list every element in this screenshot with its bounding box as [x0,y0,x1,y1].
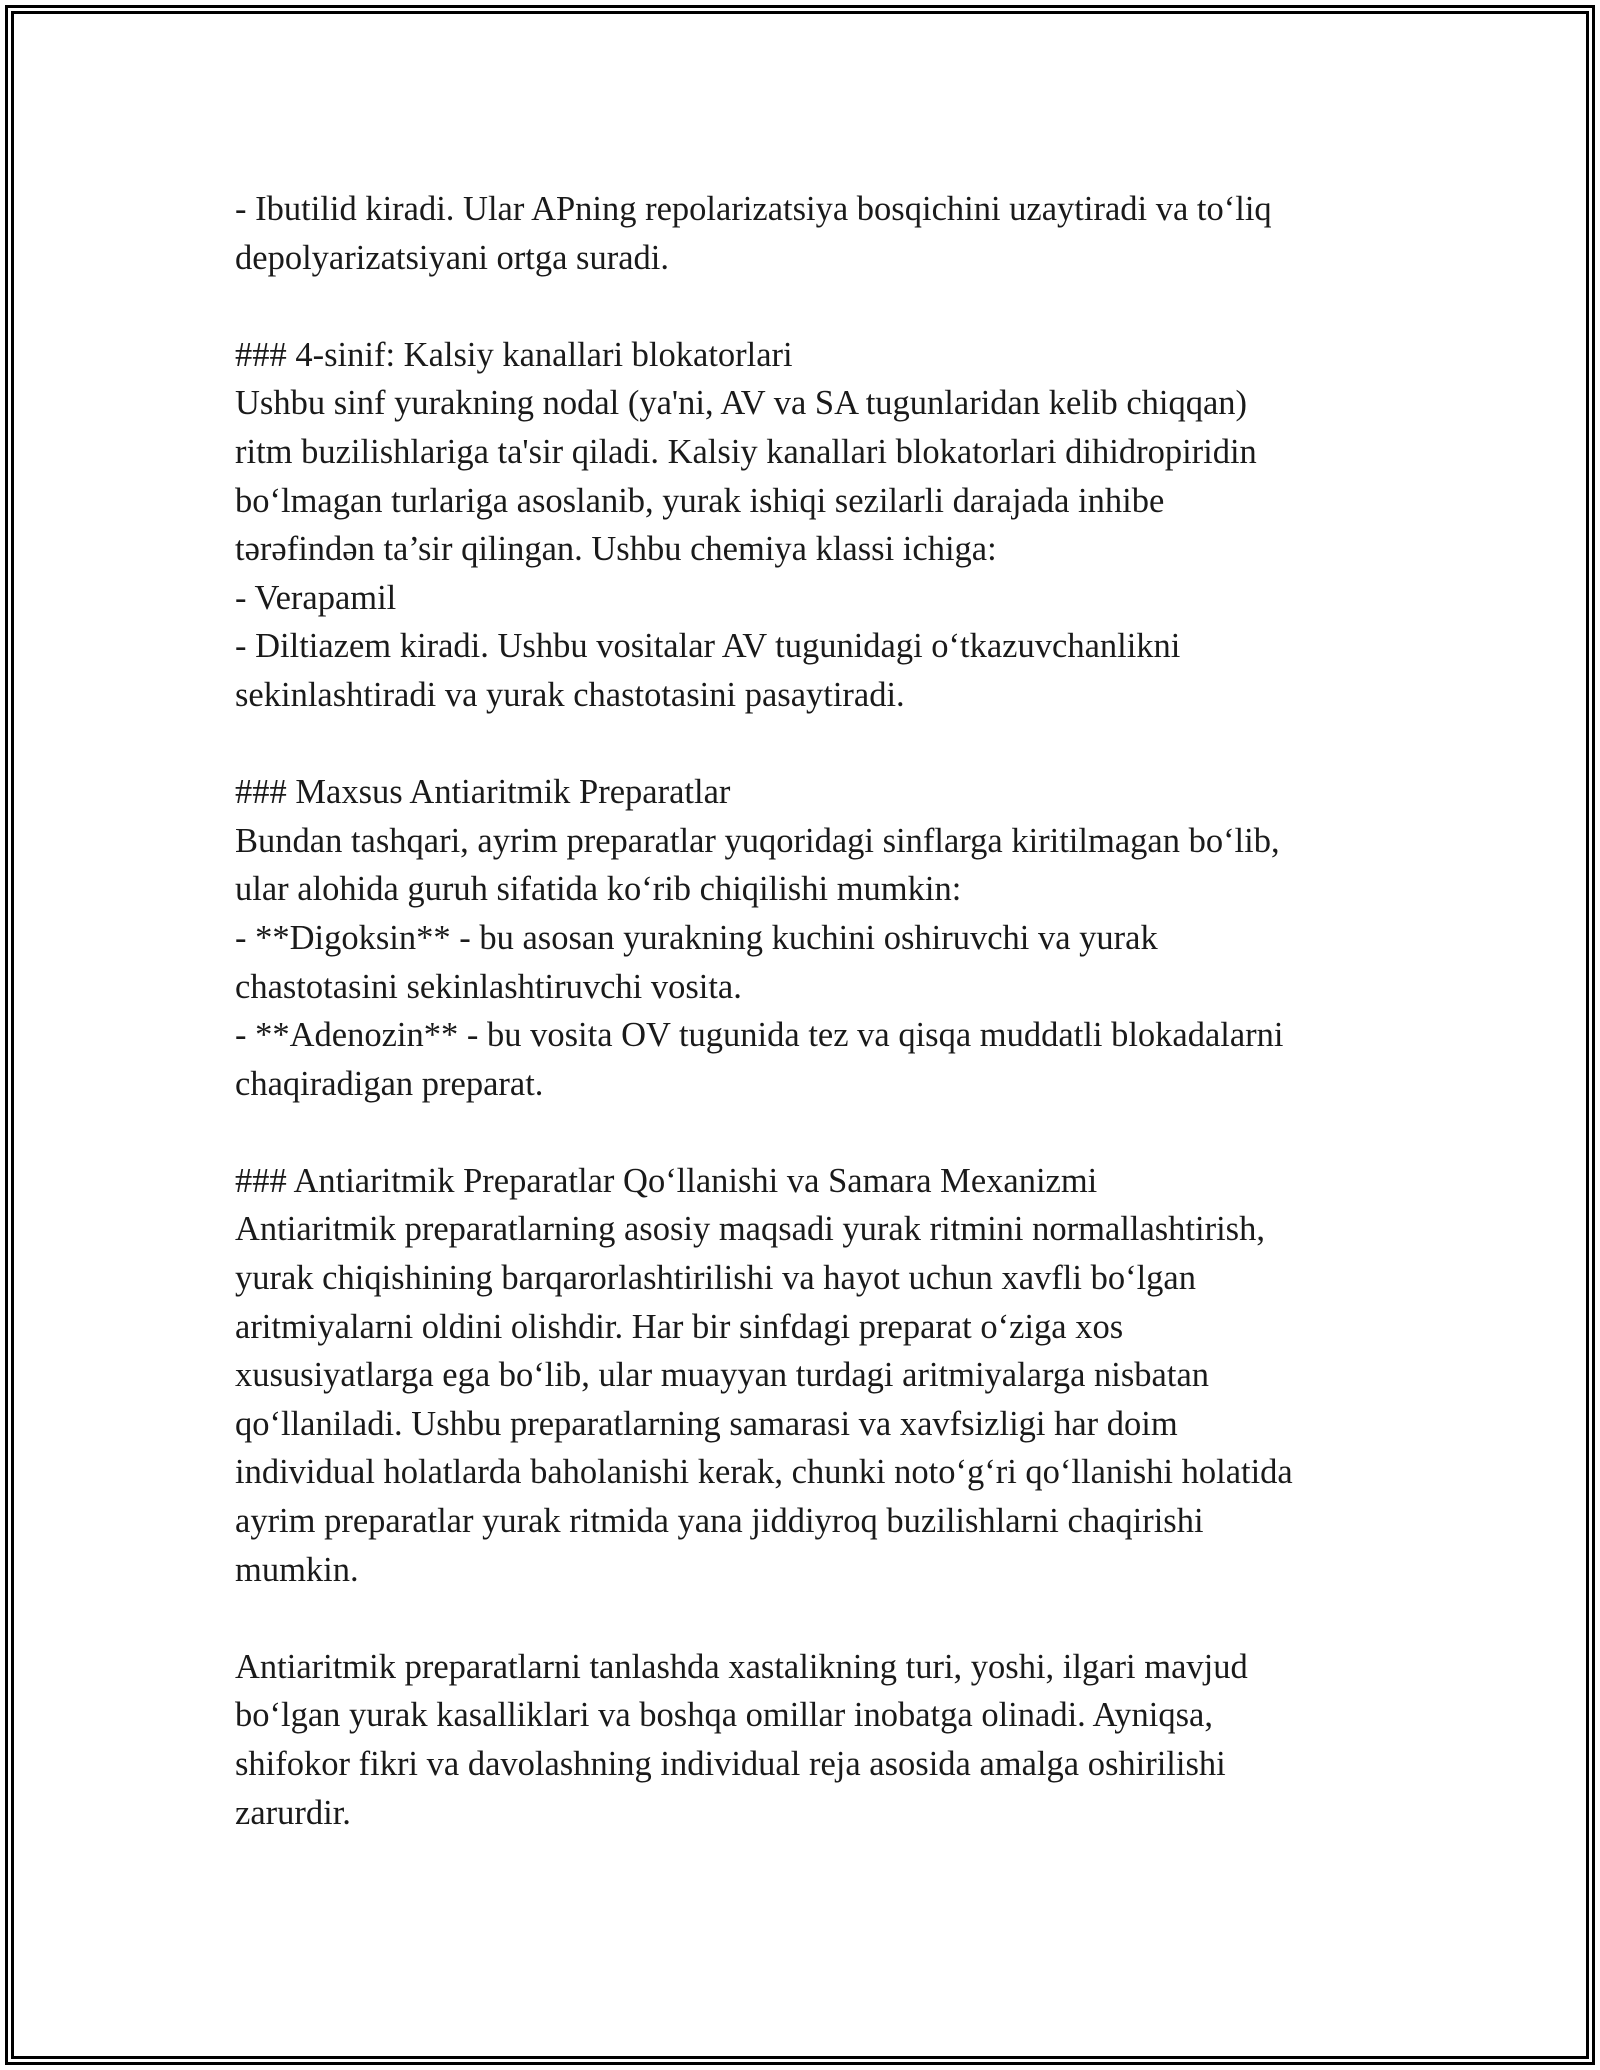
text-line: tərəfindən ta’sir qilingan. Ushbu chemiya klassi ichiga: [235,530,997,569]
text-line: ayrim preparatlar yurak ritmida yana jiddiyroq buzilishlarni chaqirishi [235,1502,1204,1541]
text-line: individual holatlarda baholanishi kerak, chunki noto‘g‘ri qo‘llanishi holatida [235,1453,1293,1492]
section-class4 [235,331,1375,720]
list-item: - Diltiazem kiradi. Ushbu vositalar AV tugunidagi o‘tkazuvchanlikni [235,627,1181,666]
text-line: bo‘lgan yurak kasalliklari va boshqa omillar inobatga olinadi. Ayniqsa, [235,1696,1213,1735]
text-line: sekinlashtiradi va yurak chastotasini pasaytiradi. [235,675,905,714]
section-heading: ### Maxsus Antiaritmik Preparatlar [235,773,731,812]
section-heading: ### Antiaritmik Preparatlar Qo‘llanishi va Samara Mexanizmi [235,1161,1098,1200]
text-line: Antiaritmik preparatlarni tanlashda xastalikning turi, yoshi, ilgari mavjud [235,1647,1248,1686]
text-line: Bundan tashqari, ayrim preparatlar yuqoridagi sinflarga kiritilmagan bo‘lib, [235,821,1280,860]
text-line: shifokor fikri va davolashning individual reja asosida amalga oshirilishi [235,1745,1226,1783]
text-line: xususiyatlarga ega bo‘lib, ular muayyan turdagi aritmiyalarga nisbatan [235,1356,1210,1395]
section-usage [235,1157,1375,1594]
text-line: - Ibutilid kiradi. Ular APning repolarizatsiya bosqichini uzaytiradi va to‘liq [235,190,1272,228]
text-line: depolyarizatsiyani ortga suradi. [235,238,669,277]
text-line: qo‘llaniladi. Ushbu preparatlarning samarasi va xavfsizligi har doim [235,1404,1178,1443]
text-line: Ushbu sinf yurakning nodal (ya'ni, AV va SA tugunlaridan kelib chiqqan) [235,384,1248,423]
text-line: zarurdir. [235,1793,351,1832]
text-line: bo‘lmagan turlariga asoslanib, yurak ishiqi sezilarli darajada inhibe [235,481,1165,520]
intro-paragraph [235,185,1375,282]
paragraph-gap [235,1108,1375,1157]
text-line: Antiaritmik preparatlarning asosiy maqsadi yurak ritmini normallashtirish, [235,1210,1265,1249]
text-line: aritmiyalarni oldini olishdir. Har bir sinfdagi preparat o‘ziga xos [235,1307,1124,1346]
paragraph-gap [235,282,1375,331]
text-line: ritm buzilishlariga ta'sir qiladi. Kalsiy kanallari blokatorlari dihidropiridin [235,432,1257,471]
section-heading: ### 4-sinif: Kalsiy kanallari blokatorlari [235,335,793,374]
text-line: chastotasini sekinlashtiruvchi vosita. [235,967,742,1006]
list-item: - **Digoksin** - bu asosan yurakning kuchini oshiruvchi va yurak [235,918,1158,957]
paragraph-gap [235,720,1375,769]
text-line: ular alohida guruh sifatida ko‘rib chiqilishi mumkin: [235,870,962,909]
paragraph-gap [235,1594,1375,1643]
text-line: chaqiradigan preparat. [235,1064,544,1103]
text-line: mumkin. [235,1550,359,1589]
text-line: yurak chiqishining barqarorlashtirilishi va hayot uchun xavfli bo‘lgan [235,1259,1196,1298]
list-item: - **Adenozin** - bu vosita OV tugunida tez va qisqa muddatli blokadalarni [235,1016,1284,1055]
section-special [235,768,1375,1108]
closing-paragraph [235,1643,1375,1837]
list-item: - Verapamil [235,578,397,617]
document-body [235,185,1375,1837]
